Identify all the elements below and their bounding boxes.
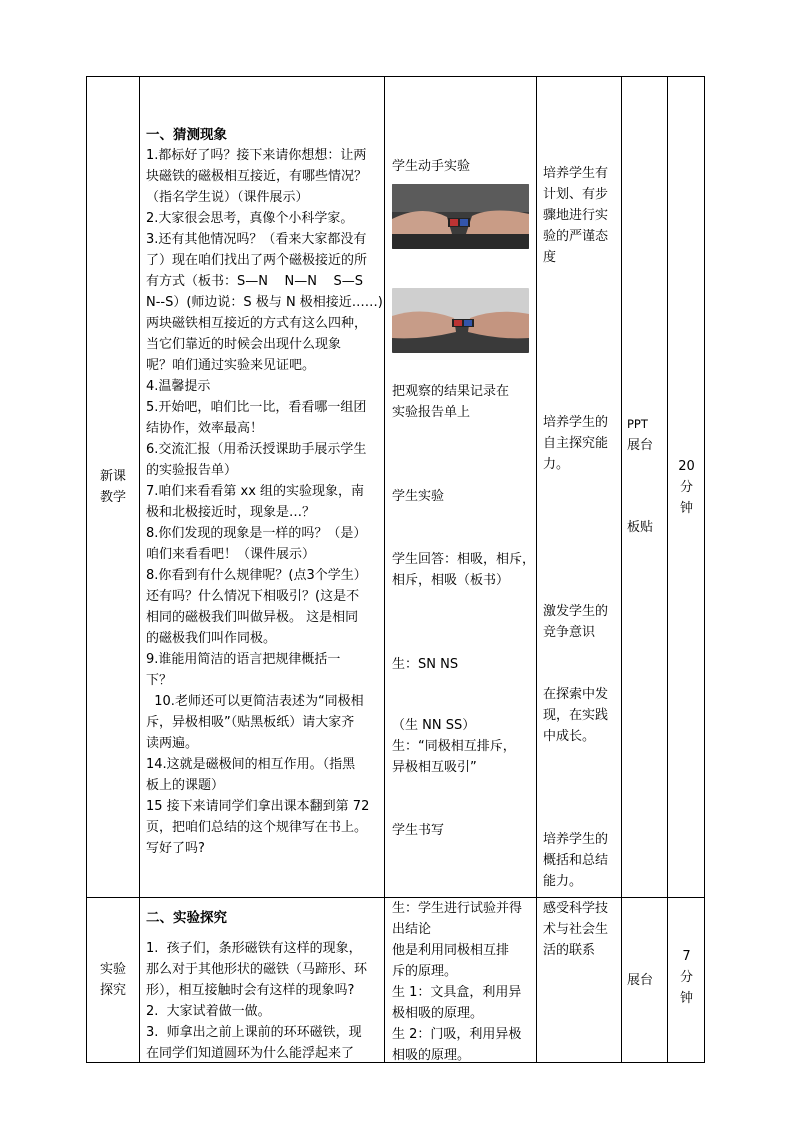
text-line: 现，在实践: [543, 708, 609, 723]
text-line: 斥的原理。: [392, 964, 458, 979]
intent-5: [543, 829, 608, 892]
media-projector: 展台: [627, 438, 654, 453]
text-line: 3.还有其他情况吗？（看来大家都没有: [146, 232, 367, 247]
text-line: 在同学们知道圆环为什么能浮起来了: [146, 1046, 355, 1061]
text-line: 读两遍。: [146, 736, 199, 751]
text-line: 结协作，效率最高！: [146, 421, 264, 436]
text-line: 4.温馨提示: [146, 379, 211, 394]
time-cell: [668, 898, 705, 1063]
text-line: 相斥，相吸（板书）: [392, 573, 510, 588]
text-line: 的磁极我们叫作同极。: [146, 631, 277, 646]
media-cell: [622, 77, 668, 898]
time-value: [668, 456, 705, 519]
text-line: 培养学生的: [543, 415, 609, 430]
teacher-script: [146, 145, 385, 859]
text-line: 钟: [679, 991, 693, 1006]
text-line: 当它们靠近的时候会出现什么现象: [146, 337, 342, 352]
text-line: 激发学生的: [543, 604, 609, 619]
student-activity-1: 学生动手实验: [392, 159, 471, 174]
text-line: 分: [679, 970, 693, 985]
text-line: 7: [682, 949, 691, 964]
table-row: [87, 898, 705, 1063]
text-line: 概括和总结: [543, 853, 609, 868]
text-line: 了）现在咱们找出了两个磁极接近的所: [146, 253, 368, 268]
student-activity-2: [392, 381, 509, 423]
text-line: 计划、有步: [543, 187, 609, 202]
text-line: 1.都标好了吗？接下来请你想想：让两: [146, 148, 367, 163]
time-cell: [668, 77, 705, 898]
text-line: 那么对于其他形状的磁铁（马蹄形、环: [146, 962, 368, 977]
text-line: N--S）(师边说：S 极与 N 极相接近……): [146, 295, 383, 310]
text-line: 呢？咱们通过实验来见证吧。: [146, 358, 316, 373]
text-line: 咱们来看看吧！（课件展示）: [146, 547, 316, 562]
text-line: 还有吗？什么情况下相吸引？(这是不: [146, 589, 360, 604]
experiment-photo-1: [392, 184, 529, 249]
section-heading: 一、猜测现象: [146, 127, 227, 143]
text-line: 极和北极接近时，现象是…？: [146, 505, 316, 520]
text-line: 板上的课题）: [146, 778, 225, 793]
text-line: 斥，异极相吸”（贴黑板纸）请大家齐: [146, 715, 355, 730]
text-line: 15 接下来请同学们拿出课本翻到第 72: [146, 799, 370, 814]
text-line: 在探索中发: [543, 687, 609, 702]
text-line: 3. 师拿出之前上课前的环环磁铁，现: [146, 1025, 362, 1040]
text-line: 下？: [146, 673, 173, 688]
text-line: 验的严谨态: [543, 229, 609, 244]
text-line: 20: [678, 459, 695, 474]
text-line: （指名学生说）（课件展示）: [146, 190, 309, 205]
section-heading: 二、实验探究: [146, 910, 227, 926]
text-line: 自主探究能: [543, 436, 609, 451]
time-value: [668, 946, 705, 1009]
text-line: 块磁铁的磁极相互接近，有哪些情况？: [146, 169, 368, 184]
text-line: 出结论: [392, 922, 432, 937]
text-line: 钟: [679, 501, 693, 516]
text-line: 极相吸的原理。: [392, 1006, 484, 1021]
text-line: 生：“同极相互排斥，: [392, 739, 516, 754]
student-activity-5: 生：SN NS: [392, 657, 459, 672]
text-line: 骤地进行实: [543, 208, 609, 223]
table-row: [87, 77, 705, 898]
text-line: 的实验报告单）: [146, 463, 238, 478]
student-activity-3: 学生实验: [392, 489, 445, 504]
student-activity-7: 学生书写: [392, 823, 445, 838]
text-line: 学生回答：相吸，相斥，: [392, 552, 536, 567]
text-line: 生 1：文具盒，利用异: [392, 985, 522, 1000]
lesson-plan-table: [86, 76, 705, 1063]
text-line: 7.咱们来看看第 xx 组的实验现象，南: [146, 484, 365, 499]
text-line: 竞争意识: [543, 625, 596, 640]
media-projector: 展台: [627, 973, 654, 988]
student-activity-6: [392, 715, 516, 778]
media-board-stickers: 板贴: [627, 520, 654, 535]
text-line: 能力。: [543, 874, 583, 889]
student-activity-cell: [385, 898, 537, 1063]
text-line: 2. 大家试着做一做。: [146, 1004, 271, 1019]
text-line: 生：学生进行试验并得: [392, 901, 523, 916]
text-line: 9.谁能用简洁的语言把规律概括一: [146, 652, 341, 667]
text-line: 页，把咱们总结的这个规律写在书上。: [146, 820, 368, 835]
text-line: 培养学生有: [543, 166, 609, 181]
text-line: 度: [543, 250, 557, 265]
student-activity-4: [392, 549, 535, 591]
text-line: 他是利用同极相互排: [392, 943, 510, 958]
student-activity-cell: [385, 77, 537, 898]
design-intent-cell: [537, 77, 622, 898]
stage-cell: [87, 77, 140, 898]
media-ppt: PPT: [627, 417, 648, 431]
intent: [543, 898, 608, 961]
text-line: 感受科学技: [543, 901, 609, 916]
text-line: 有方式（板书：S—N N—N S—S: [146, 274, 363, 289]
text-line: 14.这就是磁极间的相互作用。（指黑: [146, 757, 356, 772]
text-line: 异极相互吸引”: [392, 760, 477, 775]
text-line: 10.老师还可以更简洁表述为“同极相: [146, 694, 364, 709]
teacher-activity-cell: [140, 77, 385, 898]
stage-cell: [87, 898, 140, 1063]
text-line: 培养学生的: [543, 832, 609, 847]
text-line: 中成长。: [543, 729, 596, 744]
text-line: （生 NN SS）: [392, 718, 476, 733]
media-cell: [622, 898, 668, 1063]
teacher-activity-cell: [140, 898, 385, 1063]
text-line: 6.交流汇报（用希沃授课助手展示学生: [146, 442, 367, 457]
text-line: 1. 孩子们，条形磁铁有这样的现象，: [146, 941, 362, 956]
text-line: 术与社会生: [543, 922, 609, 937]
text-line: 活的联系: [543, 943, 596, 958]
teacher-script: [146, 938, 385, 1063]
text-line: 两块磁铁相互接近的方式有这么四种，: [146, 316, 368, 331]
design-intent-cell: [537, 898, 622, 1063]
text-line: 写好了吗?: [146, 841, 205, 856]
text-line: 把观察的结果记录在: [392, 384, 510, 399]
stage-label: 新课 教学: [99, 469, 126, 505]
text-line: 力。: [543, 457, 570, 472]
text-line: 相同的磁极我们叫做异极。 这是相同: [146, 610, 359, 625]
intent-1: [543, 163, 608, 268]
text-line: 分: [679, 480, 693, 495]
text-line: 实验报告单上: [392, 405, 471, 420]
intent-3: [543, 601, 608, 643]
text-line: 5.开始吧，咱们比一比，看看哪一组团: [146, 400, 367, 415]
stage-label: 实验 探究: [99, 962, 126, 998]
intent-4: [543, 684, 608, 747]
text-line: 8.你们发现的现象是一样的吗？（是）: [146, 526, 367, 541]
text-line: 8.你看到有什么规律呢？(点3个学生）: [146, 568, 367, 583]
text-line: 2.大家很会思考，真像个小科学家。: [146, 211, 354, 226]
text-line: 形），相互接触时会有这样的现象吗?: [146, 983, 355, 998]
intent-2: [543, 412, 608, 475]
text-line: 生 2：门吸，利用异极: [392, 1027, 522, 1042]
text-line: 相吸的原理。: [392, 1048, 471, 1063]
experiment-photo-2: [392, 288, 529, 353]
student-activity: [392, 898, 522, 1063]
